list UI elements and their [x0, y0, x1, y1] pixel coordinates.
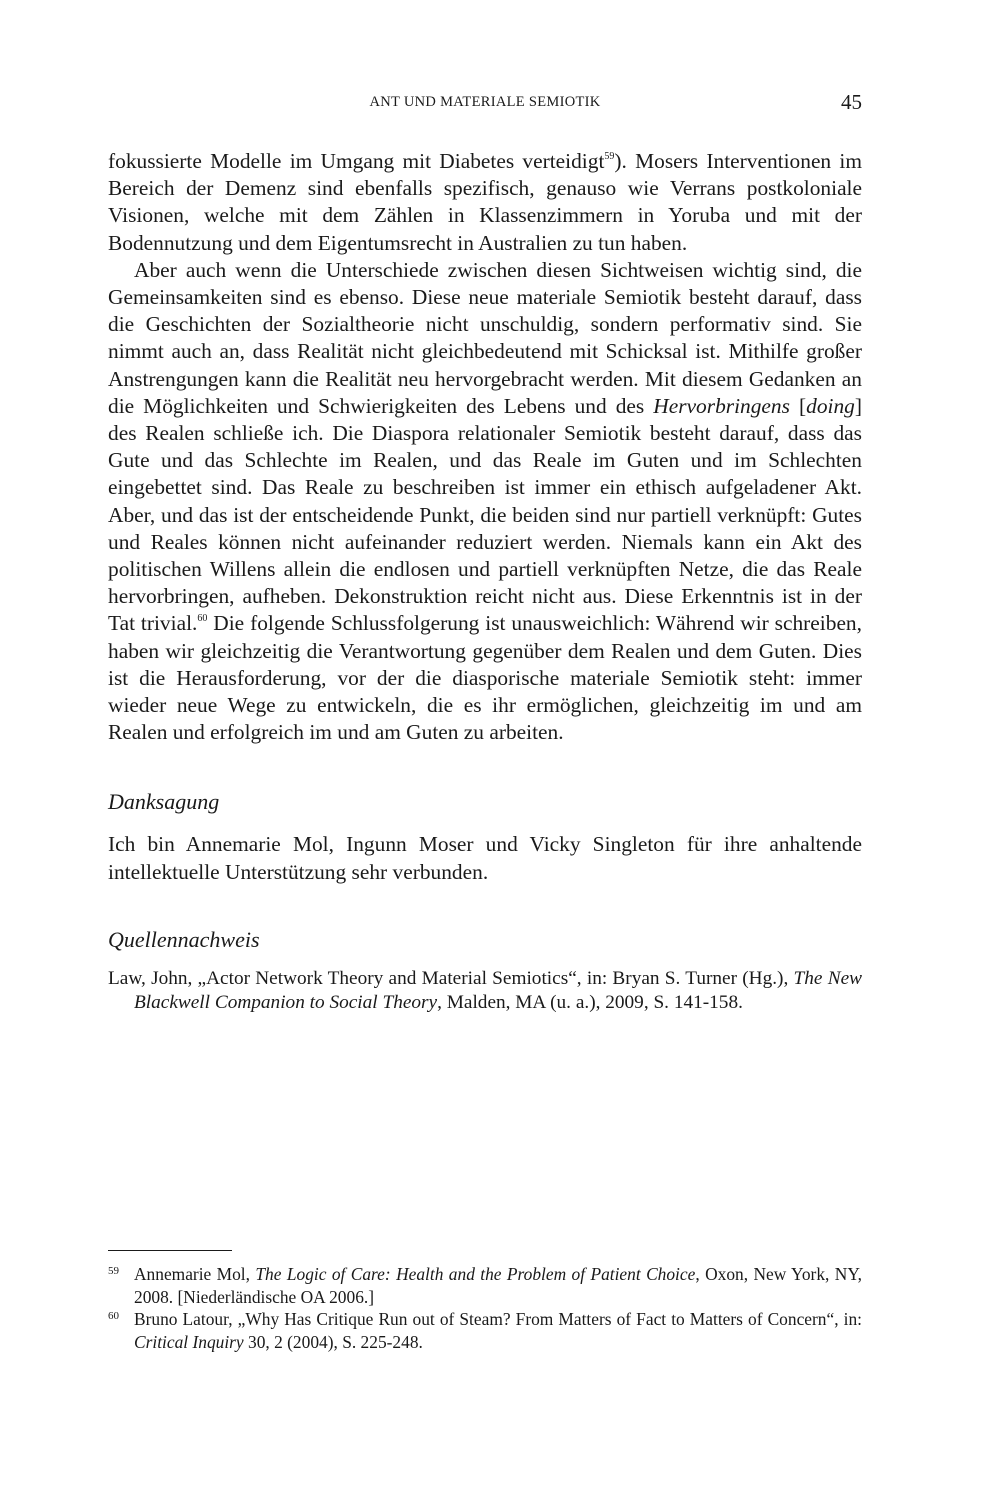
footnote-title: Critical Inquiry [134, 1331, 244, 1352]
p2-italic-hervorbringens: Hervorbringens [653, 393, 790, 418]
acknowledgements-heading: Danksagung [108, 789, 220, 815]
footnote-text-a: Bruno Latour, „Why Has Critique Run out of Steam? From Matters of Fact to Matters of Concern“, in: [134, 1309, 862, 1329]
footnote-ref-59[interactable]: 59 [604, 151, 615, 162]
paragraph-1 [108, 148, 862, 257]
sources-heading: Quellennachweis [108, 926, 260, 952]
footnote-title: The Logic of Care: Health and the Problem of Patient Choice [255, 1264, 696, 1284]
ref-text-b: , Malden, MA (u. a.), 2009, S. 141-158. [437, 992, 743, 1014]
footnote-60 [108, 1308, 862, 1353]
paragraph-2 [108, 257, 862, 747]
footnote-text-b: 30, 2 (2004), S. 225-248. [243, 1331, 423, 1352]
page-header [108, 90, 862, 118]
footnote-divider [108, 1250, 232, 1251]
footnote-ref-60[interactable]: 60 [197, 613, 208, 625]
footnote-59 [108, 1263, 862, 1308]
footnotes [108, 1250, 862, 1353]
ref-title: The New Blackwell Companion to Social Theory [134, 967, 862, 1014]
main-text [108, 148, 862, 1016]
ref-text-a: Law, John, „Actor Network Theory and Material Semiotics“, in: Bryan S. Turner (Hg.), [108, 967, 794, 989]
p1-text-b: ). Mosers Interventionen im Bereich der Demenz sind ebenfalls spezifisch, genauso wie Verrans postkoloniale Visionen, welche mit dem Zählen in Klassenzimmern in Yoruba und mit der Bodennutzung und dem Eigentumsrecht in Australien zu tun haben. [108, 149, 862, 255]
p2-text-a: Aber auch wenn die Unterschiede zwischen diesen Sichtweisen wichtig sind, die Gemeinsamkeiten sind es ebenso. Diese neue materiale Semiotik besteht darauf, dass die Geschichten der Sozialtheorie nicht unschuldig, sondern performativ sind. Sie nimmt auch an, dass Realität nicht gleichbedeutend mit Schicksal ist. Mithilfe großer Anstrengungen kann die Realität neu hervorgebracht werden. Mit diesem Gedanken an die Möglichkeiten und Schwierigkeiten des Lebens und des [108, 257, 862, 418]
p2-italic-doing: doing [806, 393, 855, 418]
footnote-text-a: Annemarie Mol, [134, 1264, 256, 1284]
footnote-number: 59 [108, 1265, 119, 1277]
acknowledgements-text: Ich bin Annemarie Mol, Ingunn Moser und Vicky Singleton für ihre anhaltende intellektuelle Unterstützung sehr verbunden. [108, 832, 862, 884]
p1-text-a: fokussierte Modelle im Umgang mit Diabetes verteidigt [108, 149, 605, 173]
running-head: ANT UND MATERIALE SEMIOTIK [369, 94, 601, 110]
p2-text-b: [ [789, 393, 807, 418]
p2-text-c: ] des Realen schließe ich. Die Diaspora relationaler Semiotik besteht darauf, dass das Gute und das Schlechte im Realen, und das Reale im Guten und im Schlechten eingebettet sind. Das Reale zu beschreiben ist immer ein ethisch aufgeladener Akt. Aber, und das ist der entscheidende Punkt, die beiden sind nur partiell verknüpft: Gutes und Reales können nicht aufeinander reduziert werden. Niemals kann ein Akt des politischen Willens allein die endlosen und partiell verknüpften Netze, die das Reale hervorbringen, aufheben. Dekonstruktion reicht nicht aus. Diese Erkenntnis ist in der Tat trivial. [108, 393, 862, 636]
reference-entry [108, 967, 862, 1016]
footnote-text-b: , Oxon, New York, NY, 2008. [Niederländische OA 2006.] [134, 1264, 862, 1307]
p2-text-d: Die folgende Schlussfolgerung ist unausweichlich: Während wir schreiben, haben wir gleichzeitig die Verantwortung gegenüber dem Realen und dem Guten. Dies ist die Herausforderung, vor der die diasporische materiale Semiotik steht: immer wieder neue Wege zu entwickeln, die es ihr ermöglichen, gleichzeitig im und am Realen und erfolgreich im und am Guten zu arbeiten. [108, 611, 862, 745]
footnote-number: 60 [108, 1310, 119, 1322]
page-number: 45 [841, 90, 862, 114]
